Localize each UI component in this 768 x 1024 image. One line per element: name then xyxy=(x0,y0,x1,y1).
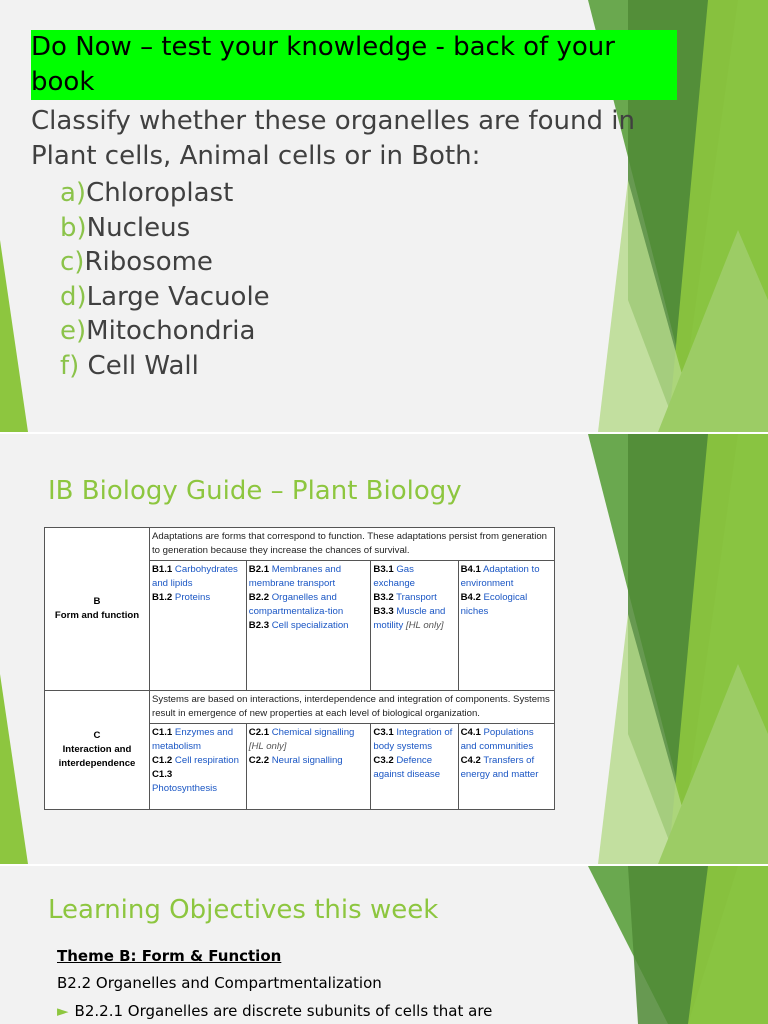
organelle-options xyxy=(60,176,270,383)
ib-guide-table xyxy=(44,527,555,810)
list-item: a)Chloroplast xyxy=(60,178,234,208)
table-row xyxy=(45,528,555,561)
table-cell: B2.1 Membranes and membrane transport B2.2 Organelles and compartmentaliza-tion B2.3 Cell specialization xyxy=(246,561,371,691)
table-cell: C3.1 Integration of body systems C3.2 Defence against disease xyxy=(371,724,458,810)
table-cell: C2.1 Chemical signalling [HL only] C2.2 Neural signalling xyxy=(246,724,371,810)
topic-b22: B2.2 Organelles and Compartmentalization xyxy=(57,974,382,992)
list-item: d)Large Vacuole xyxy=(60,281,270,312)
table-cell: C1.1 Enzymes and metabolism C1.2 Cell respiration C1.3 Photosynthesis xyxy=(150,724,247,810)
list-item: f) Cell Wall xyxy=(60,350,199,381)
table-cell: C4.1 Populations and communities C4.2 Transfers of energy and matter xyxy=(458,724,554,810)
list-item: c)Ribosome xyxy=(60,247,213,277)
row-label-c: C Interaction and interdependence xyxy=(45,691,150,810)
left-green-wedge xyxy=(0,434,30,864)
row-description: Systems are based on interactions, interdependence and integration of components. Systems result in emergence of new properties at each level of biological organization. xyxy=(150,691,555,724)
row-label-b: B Form and function xyxy=(45,528,150,691)
do-now-heading: Do Now – test your knowledge - back of your book xyxy=(31,30,677,100)
objectives-title: Learning Objectives this week xyxy=(48,895,439,925)
green-facet-decoration xyxy=(568,434,768,864)
list-item: e)Mitochondria xyxy=(60,316,256,346)
classification-question: Classify whether these organelles are found in Plant cells, Animal cells or in Both: xyxy=(31,106,635,171)
slide-learning-objectives xyxy=(0,866,768,1024)
table-cell: B3.1 Gas exchange B3.2 Transport B3.3 Muscle and motility [HL only] xyxy=(371,561,458,691)
theme-heading: Theme B: Form & Function xyxy=(57,947,282,965)
list-item: b)Nucleus xyxy=(60,212,191,243)
table-row xyxy=(45,691,555,724)
arrow-bullet-icon: ► xyxy=(57,1002,69,1020)
table-cell: B4.1 Adaptation to environment B4.2 Ecological niches xyxy=(458,561,554,691)
left-green-wedge xyxy=(0,0,30,432)
table-cell: B1.1 Carbohydrates and lipids B1.2 Proteins xyxy=(150,561,247,691)
slide-do-now xyxy=(0,0,768,432)
row-description: Adaptations are forms that correspond to function. These adaptations persist from generation to generation because they increase the chances of survival. xyxy=(150,528,555,561)
green-facet-decoration xyxy=(568,866,768,1024)
objective-b221: ► B2.2.1 Organelles are discrete subunits of cells that are xyxy=(57,1002,493,1020)
guide-title: IB Biology Guide – Plant Biology xyxy=(48,476,462,506)
